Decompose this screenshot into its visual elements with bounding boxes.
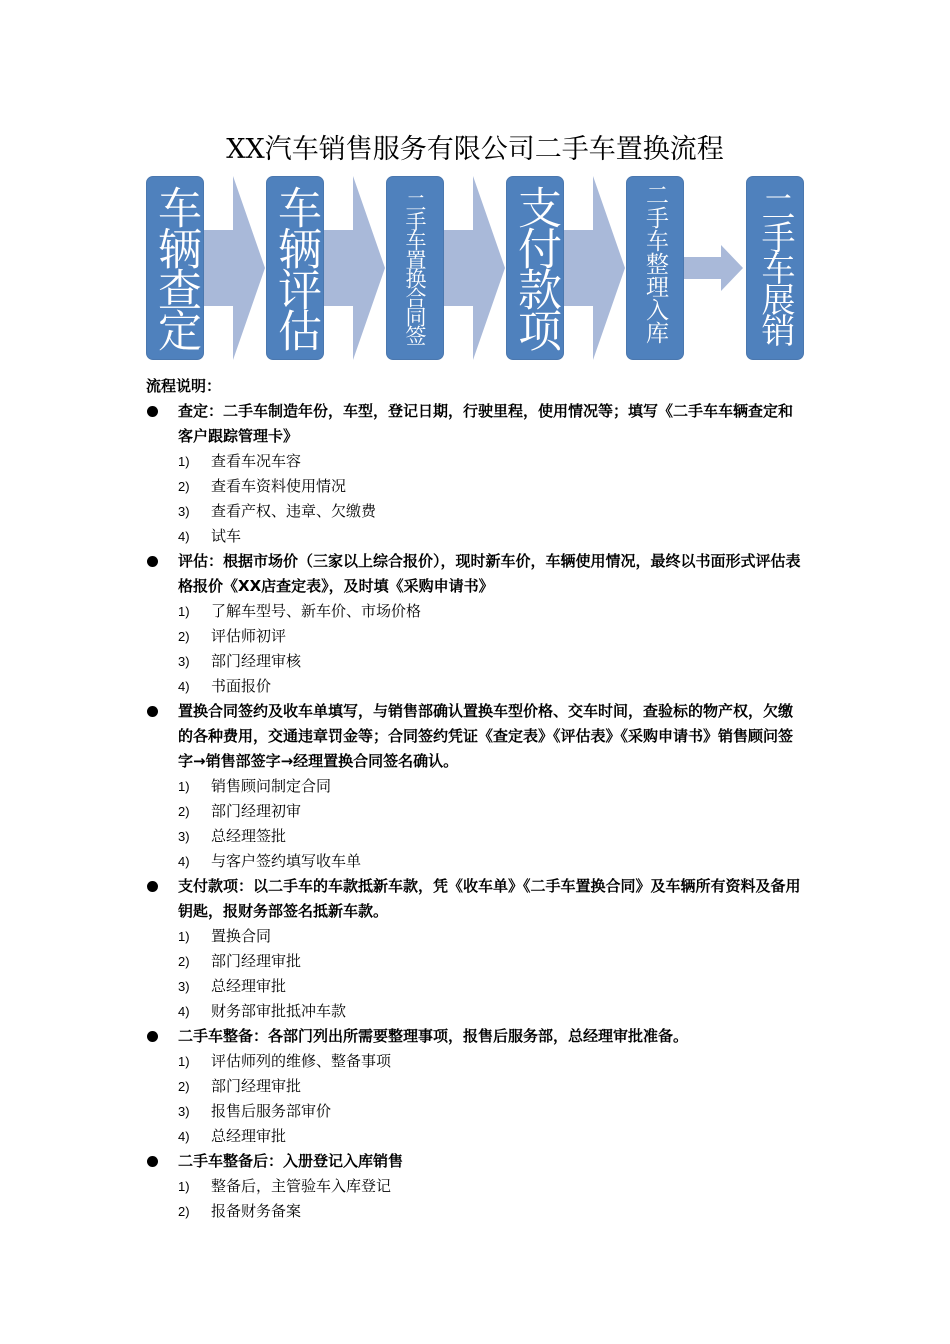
sub-item-number: 3) (178, 829, 190, 844)
bullet-dot-icon (147, 881, 158, 892)
sub-item-number: 2) (178, 479, 190, 494)
flow-step-label: 支付款项 (510, 185, 561, 349)
bullet-item (146, 399, 806, 449)
sub-item-number: 4) (178, 854, 190, 869)
bullet-text: 查定：二手车制造年份，车型，登记日期，行驶里程，使用情况等；填写《二手车车辆查定和客户跟踪管理卡》 (178, 402, 794, 445)
section-heading: 流程说明： (146, 377, 222, 395)
sub-item (146, 849, 806, 874)
sub-item-number: 2) (178, 629, 190, 644)
process-item (146, 399, 806, 549)
sub-item-text: 整备后，主管验车入库登记 (211, 1177, 392, 1195)
sub-item-number: 3) (178, 504, 190, 519)
sub-item (146, 1074, 806, 1099)
bullet-dot-icon (147, 1031, 158, 1042)
bullet-item (146, 699, 806, 774)
sub-item-text: 销售顾问制定合同 (211, 777, 332, 795)
sub-item (146, 949, 806, 974)
sub-item-text: 部门经理审批 (211, 1077, 302, 1095)
process-item (146, 1024, 806, 1149)
sub-item-number: 2) (178, 954, 190, 969)
sub-item-number: 3) (178, 1104, 190, 1119)
bullet-text: 置换合同签约及收车单填写，与销售部确认置换车型价格、交车时间，查验标的物产权，欠缴的各种费用，交通违章罚金等；合同签约凭证《查定表》《评估表》《采购申请书》销售顾问签字→销售部签字→经理置换合同签名确认。 (178, 702, 794, 770)
process-item (146, 1149, 806, 1224)
flow-step-label: 二手车置换合同签 (403, 192, 427, 344)
sub-item-number: 1) (178, 1054, 190, 1069)
sub-item-number: 2) (178, 1079, 190, 1094)
process-item (146, 699, 806, 874)
flow-step-contract-signing (386, 176, 444, 360)
sub-item (146, 449, 806, 474)
sub-item-number: 2) (178, 1204, 190, 1219)
sub-item (146, 499, 806, 524)
sub-item (146, 974, 806, 999)
sub-item-text: 报售后服务部审价 (211, 1102, 332, 1120)
flow-step-label: 二手车整理入库 (642, 183, 668, 344)
flow-step-label: 车辆查定 (150, 185, 201, 349)
sub-item (146, 1174, 806, 1199)
sub-item (146, 774, 806, 799)
sub-item-text: 部门经理审核 (211, 652, 302, 670)
flow-step-vehicle-appraisal (266, 176, 324, 360)
sub-item (146, 599, 806, 624)
sub-item-number: 4) (178, 1129, 190, 1144)
flow-step-label: 二手车展销 (755, 189, 795, 344)
flow-step-storage (626, 176, 684, 360)
sub-item (146, 649, 806, 674)
sub-item (146, 674, 806, 699)
flow-step-payment (506, 176, 564, 360)
sub-item-text: 总经理签批 (211, 827, 287, 845)
sub-item (146, 624, 806, 649)
sub-item (146, 1124, 806, 1149)
document-title: XX汽车销售服务有限公司二手车置换流程 (226, 134, 724, 165)
sub-item (146, 1099, 806, 1124)
bullet-item (146, 874, 806, 924)
bullet-dot-icon (147, 406, 158, 417)
sub-item-number: 1) (178, 454, 190, 469)
sub-item-text: 财务部审批抵冲车款 (211, 1002, 347, 1020)
sub-item-number: 1) (178, 604, 190, 619)
bullet-item (146, 1024, 806, 1049)
sub-item (146, 924, 806, 949)
sub-item-number: 4) (178, 529, 190, 544)
sub-item (146, 999, 806, 1024)
sub-item (146, 799, 806, 824)
bullet-text: 评估：根据市场价（三家以上综合报价），现时新车价，车辆使用情况，最终以书面形式评估表格报价《XX店查定表》，及时填《采购申请书》 (178, 552, 801, 595)
sub-item-text: 置换合同 (211, 927, 272, 945)
bullet-dot-icon (147, 556, 158, 567)
sub-item-text: 查看车资料使用情况 (211, 477, 347, 495)
process-item (146, 874, 806, 1024)
bullet-item (146, 549, 806, 599)
sub-item (146, 1049, 806, 1074)
sub-item-text: 评估师初评 (211, 627, 287, 645)
flow-arrow-2 (323, 176, 385, 360)
sub-item-number: 1) (178, 1179, 190, 1194)
flow-step-label: 车辆评估 (270, 185, 321, 349)
sub-item-number: 4) (178, 679, 190, 694)
process-description (146, 374, 806, 1224)
sub-item-text: 查看产权、违章、欠缴费 (211, 502, 377, 520)
sub-item-text: 报备财务备案 (211, 1202, 302, 1220)
bullet-dot-icon (147, 1156, 158, 1167)
flow-arrow-3 (443, 176, 505, 360)
sub-item-text: 试车 (211, 527, 242, 545)
sub-item-text: 部门经理初审 (211, 802, 302, 820)
flow-arrow-1 (203, 176, 265, 360)
process-item (146, 549, 806, 699)
process-flow-diagram (0, 0, 950, 380)
bullet-item (146, 1149, 806, 1174)
flow-step-exhibition-sale (746, 176, 804, 360)
sub-item-text: 书面报价 (211, 677, 272, 695)
bullet-text: 二手车整备：各部门列出所需要整理事项，报售后服务部，总经理审批准备。 (178, 1027, 689, 1045)
sub-item-number: 3) (178, 654, 190, 669)
sub-item-number: 1) (178, 929, 190, 944)
flow-arrow-4 (563, 176, 625, 360)
bullet-dot-icon (147, 706, 158, 717)
sub-item-number: 1) (178, 779, 190, 794)
sub-item (146, 474, 806, 499)
flow-arrow-5 (683, 245, 743, 291)
sub-item-text: 总经理审批 (211, 977, 287, 995)
sub-item-text: 部门经理审批 (211, 952, 302, 970)
bullet-text: 二手车整备后：入册登记入库销售 (178, 1152, 404, 1170)
sub-item (146, 524, 806, 549)
sub-item-number: 3) (178, 979, 190, 994)
flow-step-vehicle-inspection (146, 176, 204, 360)
bullet-text: 支付款项：以二手车的车款抵新车款，凭《收车单》《二手车置换合同》及车辆所有资料及备用钥匙，报财务部签名抵新车款。 (178, 877, 801, 920)
sub-item-text: 了解车型号、新车价、市场价格 (211, 602, 422, 620)
sub-item (146, 824, 806, 849)
sub-item-text: 与客户签约填写收车单 (211, 852, 362, 870)
sub-item-text: 评估师列的维修、整备事项 (211, 1052, 392, 1070)
sub-item (146, 1199, 806, 1224)
sub-item-text: 查看车况车容 (211, 452, 302, 470)
sub-item-text: 总经理审批 (211, 1127, 287, 1145)
sub-item-number: 2) (178, 804, 190, 819)
sub-item-number: 4) (178, 1004, 190, 1019)
